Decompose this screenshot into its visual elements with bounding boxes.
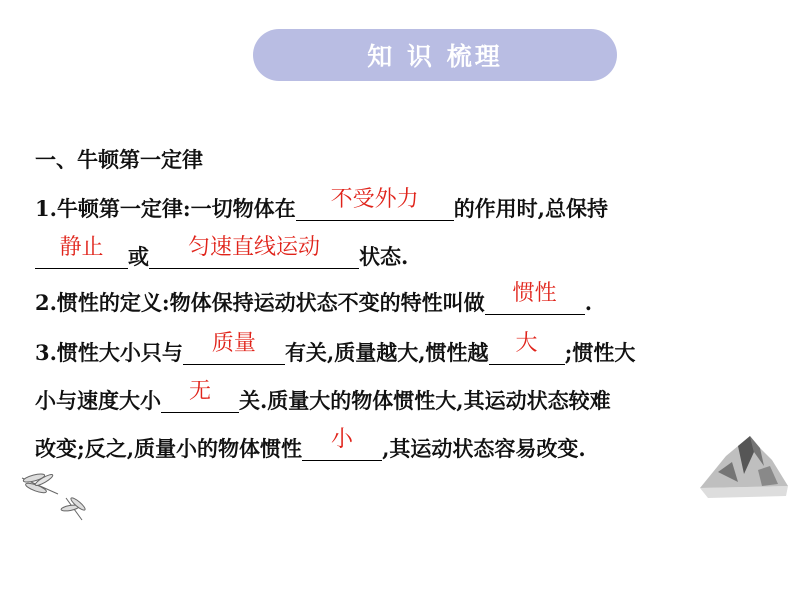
item1-text-c: 或: [128, 244, 149, 269]
answer-3: 匀速直线运动: [187, 235, 320, 260]
answer-5: 质量: [211, 331, 256, 356]
answer-blank-8: [302, 427, 382, 461]
answer-blank-6: [489, 331, 565, 365]
item3-line2: [35, 379, 611, 413]
dragonfly-icon: [12, 468, 104, 528]
mountain-icon: [698, 426, 790, 500]
answer-blank-1: [296, 187, 454, 221]
item1-text-b: 的作用时,总保持: [453, 196, 608, 221]
section-heading: 一、牛顿第一定律: [35, 147, 203, 172]
answer-blank-5: [183, 331, 285, 365]
item3-text-c: ;惯性大: [564, 340, 636, 365]
item3-line1: [35, 331, 636, 365]
answer-6: 大: [515, 331, 538, 356]
item1-line1: [35, 187, 608, 221]
answer-blank-7: [161, 379, 239, 413]
answer-blank-2: [35, 235, 128, 269]
item3-text-d: 小与速度大小: [35, 388, 161, 413]
item1-line2: [35, 235, 409, 269]
answer-2: 静止: [59, 235, 104, 260]
item3-text-a: 3.惯性大小只与: [35, 340, 183, 365]
item2-line: [35, 281, 592, 315]
section-title: 知 识 梳理: [367, 42, 503, 71]
section-title-banner: [253, 29, 617, 81]
item2-text-b: .: [584, 290, 592, 315]
item1-text-d: 状态.: [359, 244, 409, 269]
answer-blank-3: [149, 235, 359, 269]
item3-line3: [35, 427, 586, 461]
answer-8: 小: [331, 427, 354, 452]
item2-text-a: 2.惯性的定义:物体保持运动状态不变的特性叫做: [35, 290, 485, 315]
answer-blank-4: [485, 281, 585, 315]
item3-text-b: 有关,质量越大,惯性越: [284, 340, 489, 365]
answer-7: 无: [188, 379, 211, 404]
item3-text-f: 改变;反之,质量小的物体惯性: [35, 436, 303, 461]
item3-text-g: ,其运动状态容易改变.: [382, 436, 586, 461]
item1-text-a: 1.牛顿第一定律:一切物体在: [35, 196, 296, 221]
answer-1: 不受外力: [330, 187, 419, 212]
item3-text-e: 关.质量大的物体惯性大,其运动状态较难: [239, 388, 611, 413]
answer-4: 惯性: [512, 281, 557, 306]
